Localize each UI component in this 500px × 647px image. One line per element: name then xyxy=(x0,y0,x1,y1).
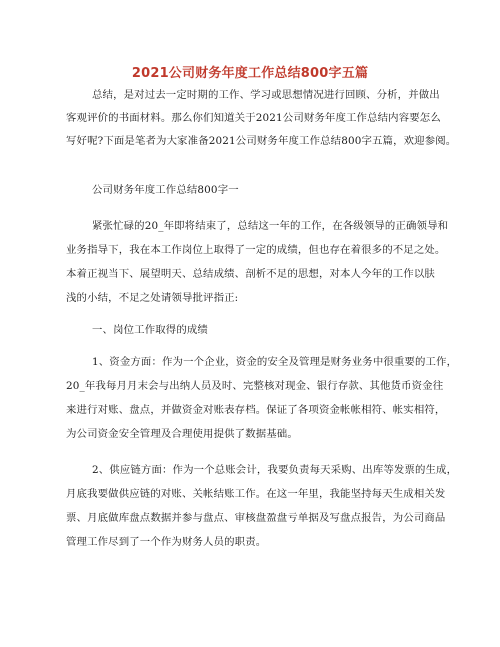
paragraph1-line-3: 本着正视当下、展望明天、总结成绩、剖析不足的思想，对本人今年的工作以肤 xyxy=(66,268,435,280)
paragraph1-line-1: 紧张忙碌的20_年即将结束了，总结这一年的工作，在各级领导的正确领导和 xyxy=(92,220,449,232)
intro-line-2: 客观评价的书面材料。那么你们知道关于2021公司财务年度工作总结内容要怎么 xyxy=(66,112,441,124)
paragraph1-line-2: 业务指导下，我在本工作岗位上取得了一定的成绩，但也存在着很多的不足之处。 xyxy=(66,244,446,256)
item1-line-2: 20_年我每月月末会与出纳人员及时、完整核对现金、银行存款、其他货币资金往 xyxy=(66,380,444,392)
item2-line-3: 票、月底做库盘点数据并参与盘点、审核盘盈盘亏单据及写盘点报告，为公司商品 xyxy=(66,512,446,524)
item2-line-1: 2、供应链方面：作为一个总账会计，我要负责每天采购、出库等发票的生成， xyxy=(92,464,458,476)
item2-line-2: 月底我要做供应链的对账、关帐结账工作。在这一年里，我能坚持每天生成相关发 xyxy=(66,488,446,500)
section-heading: 公司财务年度工作总结800字一 xyxy=(92,184,239,196)
intro-line-3: 写好呢?下面是笔者为大家准备2021公司财务年度工作总结800字五篇，欢迎参阅。 xyxy=(66,135,457,147)
paragraph1-line-4: 浅的小结，不足之处请领导批评指正: xyxy=(66,292,239,304)
intro-line-1: 总结，是对过去一定时期的工作、学习或思想情况进行回顾、分析，并做出 xyxy=(92,89,440,101)
item1-line-1: 1、资金方面：作为一个企业，资金的安全及管理是财务业务中很重要的工作， xyxy=(92,356,458,368)
document-title: 2021公司财务年度工作总结800字五篇 xyxy=(131,66,369,81)
item1-line-3: 来进行对账、盘点，并做资金对账表存档。保证了各项资金帐帐相符、帐实相符， xyxy=(66,404,446,416)
item2-line-4: 管理工作尽到了一个作为财务人员的职责。 xyxy=(66,536,267,548)
item1-line-4: 为公司资金安全管理及合理使用提供了数据基础。 xyxy=(66,428,298,440)
subheading: 一、岗位工作取得的成绩 xyxy=(92,324,208,336)
